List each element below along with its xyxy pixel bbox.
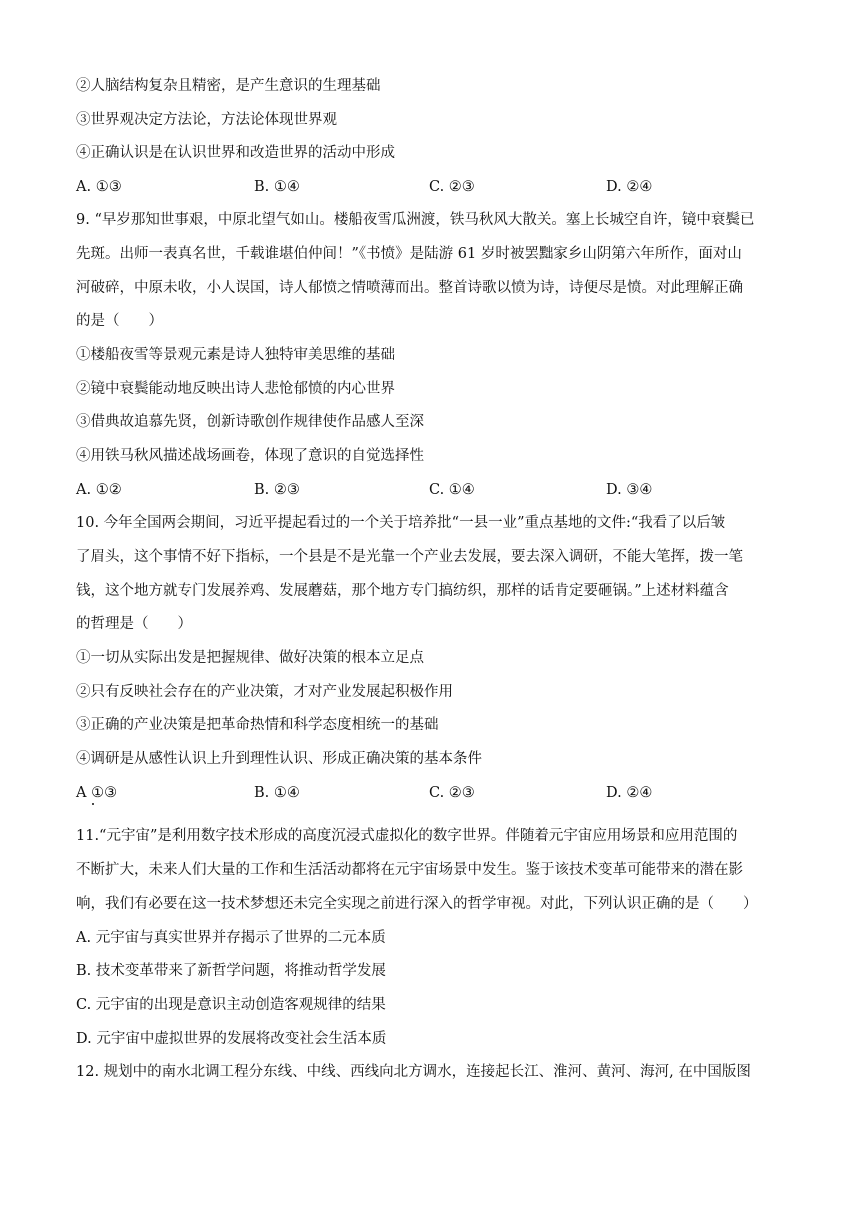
- q10-stem-line-4: 的哲理是（ ）: [76, 616, 192, 632]
- option-d: D. ③④: [606, 482, 653, 498]
- q9-item-2: ②镜中衰鬓能动地反映出诗人悲怆郁愤的内心世界: [76, 381, 395, 397]
- q9-stem-line-1: 9. “早岁那知世事艰，中原北望气如山。楼船夜雪瓜洲渡，铁马秋风大散关。塞上长城空自许，镜中衰鬓已: [76, 212, 755, 228]
- prev-item-4: ④正确认识是在认识世界和改造世界的活动中形成: [76, 145, 395, 161]
- q10-item-1: ①一切从实际出发是把握规律、做好决策的根本立足点: [76, 650, 424, 666]
- option-d: D. ②④: [606, 785, 653, 801]
- q9-item-4: ④用铁马秋风描述战场画卷，体现了意识的自觉选择性: [76, 448, 424, 464]
- q9-stem-line-2: 先斑。出师一表真名世，千载谁堪伯仲间！”《书愤》是陆游 61 岁时被罢黜家乡山阴第六年所作，面对山: [76, 246, 742, 262]
- option-c: C. ②③: [429, 785, 475, 801]
- q9-item-1: ①楼船夜雪等景观元素是诗人独特审美思维的基础: [76, 347, 395, 363]
- q10-item-4: ④调研是从感性认识上升到理性认识、形成正确决策的基本条件: [76, 751, 482, 767]
- option-b: B. ①④: [254, 179, 300, 195]
- q9-stem-line-3: 河破碎，中原未收，小人误国，诗人郁愤之情喷薄而出。整首诗歌以愤为诗，诗便尽是愤。对此理解正确: [76, 280, 743, 296]
- prev-item-2: ②人脑结构复杂且精密，是产生意识的生理基础: [76, 78, 381, 94]
- option-d: D. ②④: [606, 179, 653, 195]
- q9-options: [76, 480, 776, 500]
- q11-choice-b: B. 技术变革带来了新哲学问题，将推动哲学发展: [76, 963, 386, 979]
- q10-item-2: ②只有反映社会存在的产业决策，才对产业发展起积极作用: [76, 684, 453, 700]
- q11-stem-line-1: 11.“元宇宙”是利用数字技术形成的高度沉浸式虚拟化的数字世界。伴随着元宇宙应用场景和应用范围的: [76, 828, 738, 844]
- q10-options: [76, 783, 776, 803]
- q9-stem-line-4: 的是（ ）: [76, 313, 163, 329]
- q10-stem-line-3: 钱，这个地方就专门发展养鸡、发展蘑菇，那个地方专门搞纺织，那样的话肯定要砸锅。”上述材料蕴含: [76, 583, 729, 599]
- option-b: B. ②③: [254, 482, 300, 498]
- q11-stem-line-3: 响，我们有必要在这一技术梦想还未完全实现之前进行深入的哲学审视。对此，下列认识正确的是（ ）: [76, 896, 758, 912]
- option-c: C. ①④: [429, 482, 475, 498]
- stray-dot-mark: [92, 803, 94, 805]
- prev-item-3: ③世界观决定方法论，方法论体现世界观: [76, 112, 337, 128]
- q10-stem-line-1: 10. 今年全国两会期间，习近平提起看过的一个关于培养批“一县一业”重点基地的文件:“我看了以后皱: [76, 515, 726, 531]
- option-b: B. ①④: [254, 785, 300, 801]
- q9-item-3: ③借典故追慕先贤，创新诗歌创作规律使作品感人至深: [76, 414, 424, 430]
- q12-stem-line-1: 12. 规划中的南水北调工程分东线、中线、西线向北方调水，连接起长江、淮河、黄河、海河, 在中国版图: [76, 1064, 751, 1080]
- option-a: A ①③: [76, 785, 118, 801]
- option-c: C. ②③: [429, 179, 475, 195]
- option-a: A. ①②: [76, 482, 122, 498]
- q11-choice-c: C. 元宇宙的出现是意识主动创造客观规律的结果: [76, 997, 386, 1013]
- prev-options: [76, 177, 776, 197]
- q11-choice-d: D. 元宇宙中虚拟世界的发展将改变社会生活本质: [76, 1031, 387, 1047]
- q11-choice-a: A. 元宇宙与真实世界并存揭示了世界的二元本质: [76, 930, 386, 946]
- q10-item-3: ③正确的产业决策是把革命热情和科学态度相统一的基础: [76, 717, 439, 733]
- option-a: A. ①③: [76, 179, 122, 195]
- q10-stem-line-2: 了眉头，这个事情不好下指标，一个县是不是光靠一个产业去发展，要去深入调研，不能大笔挥，拨一笔: [76, 549, 743, 565]
- q11-stem-line-2: 不断扩大，未来人们大量的工作和生活活动都将在元宇宙场景中发生。鉴于该技术变革可能带来的潜在影: [76, 862, 743, 878]
